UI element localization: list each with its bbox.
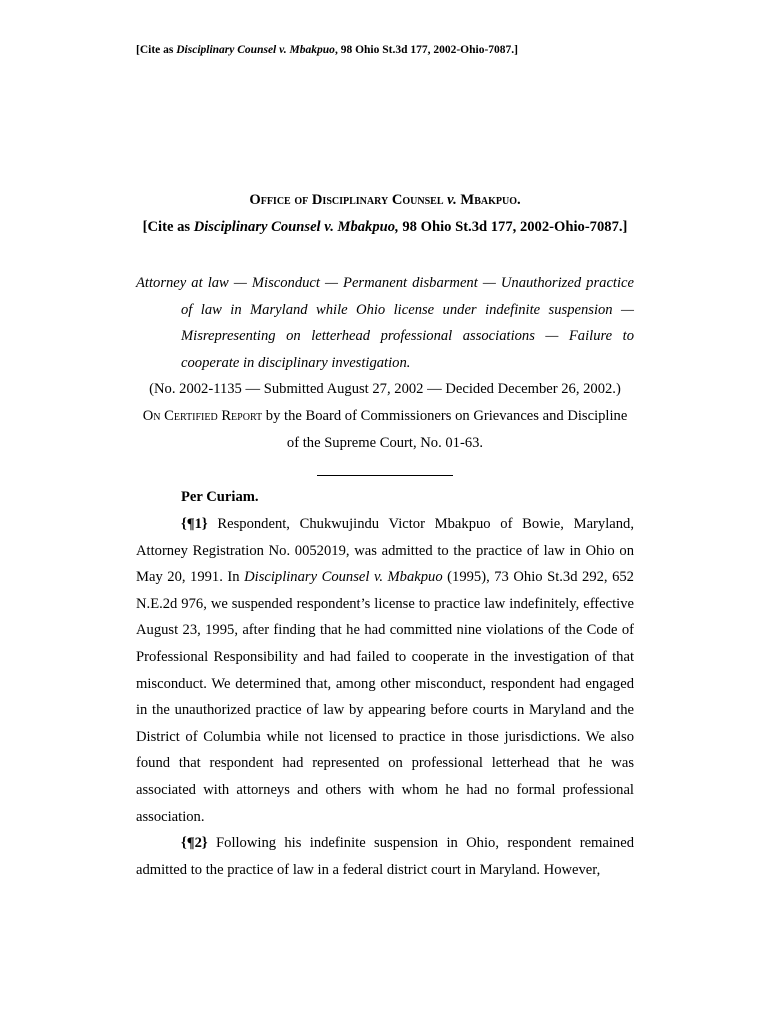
opinion-body — [136, 511, 634, 883]
divider-rule — [317, 475, 453, 476]
paragraph-2: {¶2} Following his indefinite suspension in Ohio, respondent remained admitted to the practice of law in a federal district court in Maryland. However, — [136, 835, 634, 878]
per-curiam-heading: Per Curiam. — [181, 489, 259, 505]
paragraph-1: {¶1} Respondent, Chukwujindu Victor Mbakpuo of Bowie, Maryland, Attorney Registration No. 0052019, was admitted to the practice of law in Ohio on May 20, 1991. In Disciplinary Counsel v. Mbakpuo (1995), 73 Ohio St.3d 292, 652 N.E.2d 976, we suspended respondent’s license to practice law indefinitely, effective August 23, 1995, after finding that he had committed nine violations of the Code of Professional Responsibility and had failed to cooperate in the investigation of that misconduct. We determined that, among other misconduct, respondent had engaged in the unauthorized practice of law by appearing before courts in Maryland and the District of Columbia while not licensed to practice in those jurisdictions. We also found that respondent had represented on professional letterhead that he was associated with attorneys and others with whom he had no formal professional association. — [136, 516, 634, 825]
caption-citation: [Cite as Disciplinary Counsel v. Mbakpuo, 98 Ohio St.3d 177, 2002-Ohio-7087.] — [142, 218, 628, 235]
case-caption — [136, 187, 634, 240]
case-title: Office of Disciplinary Counsel v. Mbakpuo. — [249, 192, 521, 208]
syllabus: Attorney at law — Misconduct — Permanent disbarment — Unauthorized practice of law in Maryland while Ohio license under indefinite suspension — Misrepresenting on letterhead professional associations — Failure to cooperate in disciplinary investigation. — [136, 275, 634, 371]
certified-report: On Certified Report by the Board of Commissioners on Grievances and Discipline of the Supreme Court, No. 01-63. — [142, 408, 628, 451]
running-header-citation: [Cite as Disciplinary Counsel v. Mbakpuo, 98 Ohio St.3d 177, 2002-Ohio-7087.] — [136, 44, 518, 56]
case-number-line: (No. 2002-1135 — Submitted August 27, 2002 — Decided December 26, 2002.) — [149, 381, 621, 397]
